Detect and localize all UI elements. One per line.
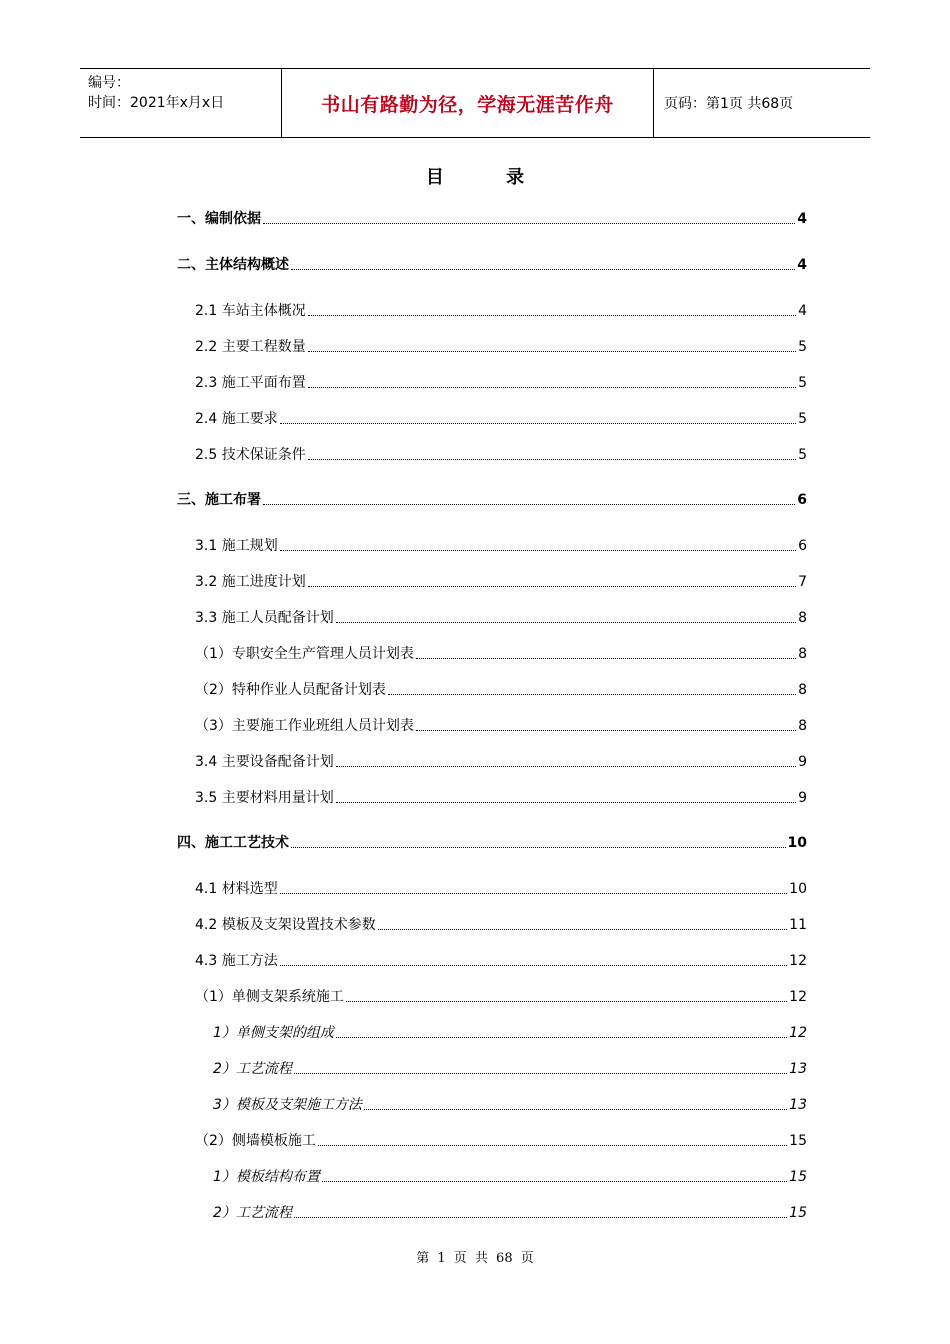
- toc-entry[interactable]: [213, 1203, 807, 1223]
- toc-entry-page: 4: [797, 211, 807, 227]
- toc-leader-dots: [364, 1109, 787, 1110]
- toc-entry-label: 3.5 主要材料用量计划: [195, 790, 334, 806]
- toc-entry-label: 1）单侧支架的组成: [213, 1025, 334, 1041]
- toc-entry-label: 四、施工工艺技术: [177, 835, 289, 851]
- toc-entry[interactable]: [195, 409, 807, 429]
- toc-entry[interactable]: [195, 337, 807, 357]
- toc-entry-label: 4.1 材料选型: [195, 881, 278, 897]
- toc-leader-dots: [336, 1037, 787, 1038]
- toc-entry-page: 15: [789, 1205, 807, 1221]
- toc-entry-label: 3.1 施工规划: [195, 538, 278, 554]
- toc-entry-page: 12: [789, 989, 807, 1005]
- toc-entry-page: 8: [798, 682, 807, 698]
- toc-entry-label: 2.3 施工平面布置: [195, 375, 306, 391]
- toc-entry-label: 2）工艺流程: [213, 1205, 292, 1221]
- toc-entry-page: 7: [798, 574, 807, 590]
- toc-entry-page: 8: [798, 610, 807, 626]
- toc-leader-dots: [294, 1073, 787, 1074]
- toc-entry-label: 4.2 模板及支架设置技术参数: [195, 917, 376, 933]
- toc-entry[interactable]: [177, 255, 807, 275]
- toc-entry-label: 二、主体结构概述: [177, 257, 289, 273]
- toc-entry-label: 1）模板结构布置: [213, 1169, 320, 1185]
- toc-entry[interactable]: [195, 951, 807, 971]
- toc-entry[interactable]: [213, 1023, 807, 1043]
- toc-entry[interactable]: [195, 536, 807, 556]
- toc-entry-label: （1）单侧支架系统施工: [195, 989, 344, 1005]
- document-header: [80, 68, 870, 138]
- header-page-info: 页码：第1页 共68页: [664, 96, 794, 112]
- toc-leader-dots: [336, 622, 796, 623]
- toc-leader-dots: [280, 965, 787, 966]
- toc-entry[interactable]: [195, 752, 807, 772]
- toc-entry-page: 4: [798, 303, 807, 319]
- toc-entry-label: 4.3 施工方法: [195, 953, 278, 969]
- time-label: 时间：2021年x月x日: [88, 95, 225, 111]
- toc-leader-dots: [416, 658, 796, 659]
- toc-entry-page: 12: [789, 1025, 807, 1041]
- toc-leader-dots: [280, 893, 787, 894]
- toc-entry-label: 3）模板及支架施工方法: [213, 1097, 362, 1113]
- toc-entry-page: 6: [797, 492, 807, 508]
- toc-entry[interactable]: [195, 445, 807, 465]
- toc-leader-dots: [280, 550, 796, 551]
- page-footer: 第 1 页 共 68 页: [416, 1251, 534, 1266]
- toc-entry-label: 3.4 主要设备配备计划: [195, 754, 334, 770]
- toc-entry[interactable]: [195, 716, 807, 736]
- toc-leader-dots: [308, 586, 796, 587]
- toc-entry-page: 5: [798, 447, 807, 463]
- header-page-cell: [654, 69, 870, 137]
- toc-entry[interactable]: [195, 987, 807, 1007]
- toc-entry[interactable]: [177, 833, 807, 853]
- toc-entry-page: 5: [798, 411, 807, 427]
- toc-leader-dots: [378, 929, 787, 930]
- toc-entry[interactable]: [195, 680, 807, 700]
- toc-entry-page: 12: [789, 953, 807, 969]
- toc-leader-dots: [388, 694, 796, 695]
- toc-entry[interactable]: [213, 1059, 807, 1079]
- toc-entry[interactable]: [195, 915, 807, 935]
- toc-leader-dots: [346, 1001, 787, 1002]
- toc-entry[interactable]: [195, 373, 807, 393]
- toc-leader-dots: [291, 847, 786, 848]
- toc-entry-label: （2）特种作业人员配备计划表: [195, 682, 386, 698]
- toc-entry-page: 15: [789, 1169, 807, 1185]
- header-meta-cell: [80, 69, 282, 137]
- toc-entry[interactable]: [213, 1167, 807, 1187]
- toc-leader-dots: [291, 269, 795, 270]
- serial-label: 编号：: [88, 75, 130, 91]
- toc-entry-page: 10: [789, 881, 807, 897]
- toc-entry-page: 9: [798, 790, 807, 806]
- toc-entry-label: 2.4 施工要求: [195, 411, 278, 427]
- toc-entry[interactable]: [177, 209, 807, 229]
- toc-leader-dots: [308, 351, 796, 352]
- toc-entry-label: 3.3 施工人员配备计划: [195, 610, 334, 626]
- toc-entry-page: 9: [798, 754, 807, 770]
- toc-entry[interactable]: [195, 608, 807, 628]
- toc-leader-dots: [263, 504, 795, 505]
- toc-entry-label: 一、编制依据: [177, 211, 261, 227]
- toc-leader-dots: [308, 459, 796, 460]
- toc-leader-dots: [308, 387, 796, 388]
- toc-entry[interactable]: [195, 644, 807, 664]
- toc-leader-dots: [318, 1145, 787, 1146]
- toc-entry-label: 2.5 技术保证条件: [195, 447, 306, 463]
- toc-entry[interactable]: [195, 1131, 807, 1151]
- toc-entry-page: 8: [798, 646, 807, 662]
- toc-entry[interactable]: [195, 572, 807, 592]
- toc-leader-dots: [336, 766, 796, 767]
- header-motto: 书山有路勤为径，学海无涯苦作舟: [321, 93, 614, 116]
- toc-entry[interactable]: [213, 1095, 807, 1115]
- toc-entry[interactable]: [195, 301, 807, 321]
- toc-entry-page: 6: [798, 538, 807, 554]
- toc-entry-page: 5: [798, 375, 807, 391]
- toc-entry[interactable]: [195, 788, 807, 808]
- toc-leader-dots: [336, 802, 796, 803]
- toc-entry-page: 5: [798, 339, 807, 355]
- header-motto-cell: [282, 69, 654, 137]
- toc-leader-dots: [263, 223, 795, 224]
- toc-entry-label: （1）专职安全生产管理人员计划表: [195, 646, 414, 662]
- toc-entry-page: 15: [789, 1133, 807, 1149]
- toc-entry-label: 2.2 主要工程数量: [195, 339, 306, 355]
- toc-entry-page: 10: [787, 835, 807, 851]
- toc-entry-label: 3.2 施工进度计划: [195, 574, 306, 590]
- toc-entry-label: （2）侧墙模板施工: [195, 1133, 316, 1149]
- toc-leader-dots: [308, 315, 796, 316]
- toc-entry-page: 11: [789, 917, 807, 933]
- toc-entry-label: 三、施工布署: [177, 492, 261, 508]
- toc-leader-dots: [294, 1217, 787, 1218]
- toc-entry-page: 8: [798, 718, 807, 734]
- toc-entry-label: 2.1 车站主体概况: [195, 303, 306, 319]
- toc-entry-label: 2）工艺流程: [213, 1061, 292, 1077]
- toc-entry[interactable]: [177, 490, 807, 510]
- toc-entry-page: 13: [789, 1097, 807, 1113]
- toc-entry-label: （3）主要施工作业班组人员计划表: [195, 718, 414, 734]
- toc-entry[interactable]: [195, 879, 807, 899]
- toc-leader-dots: [322, 1181, 787, 1182]
- toc-leader-dots: [416, 730, 796, 731]
- toc-title: 目 录: [425, 167, 553, 188]
- toc-entry-page: 4: [797, 257, 807, 273]
- toc-leader-dots: [280, 423, 796, 424]
- toc-entry-page: 13: [789, 1061, 807, 1077]
